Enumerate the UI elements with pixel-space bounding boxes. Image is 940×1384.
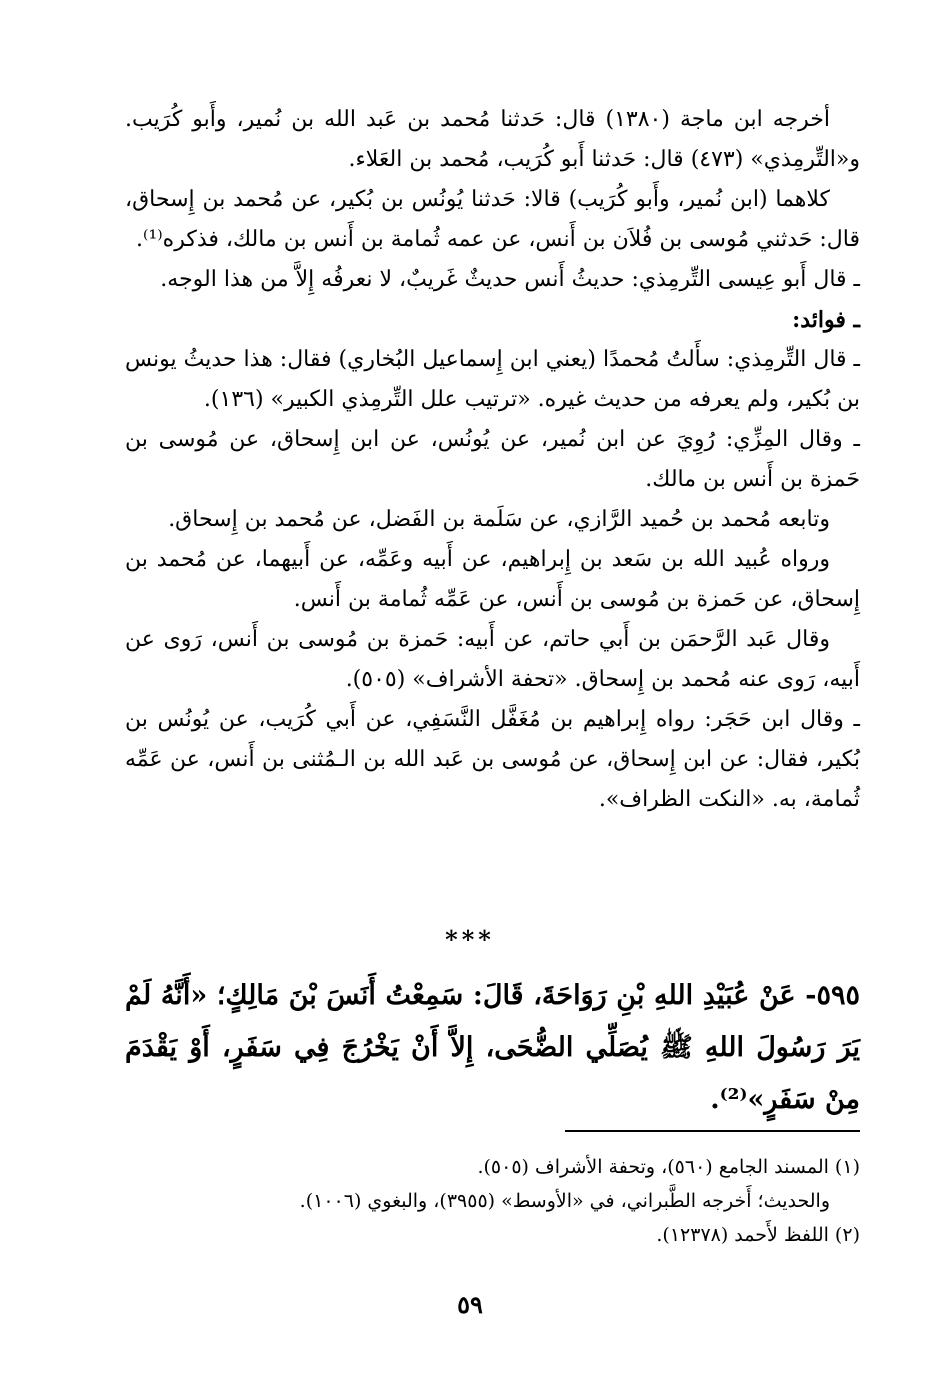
page-number: ٥٩ (457, 1290, 483, 1319)
footnote-1-continued: والحديث؛ أَخرجه الطَّبراني، في «الأوسط» (٣٩٥٥)، والبغوي (١٠٠٦). (299, 1190, 830, 1212)
hadith-text: ٥٩٥- عَنْ عُبَيْدِ اللهِ بْنِ رَوَاحَةَ، قَالَ: سَمِعْتُ أَنَسَ بْنَ مَالِكٍ؛ «أَنَّهُ لَمْ يَرَ رَسُولَ اللهِ ﷺ يُصَلِّي الضُّحَى، إِلاَّ أَنْ يَخْرُجَ فِي سَفَرٍ، أَوْ يَقْدَمَ مِنْ سَفَرٍ»⁽²⁾. (125, 980, 860, 1115)
section-heading-benefits: ـ فوائد: (792, 307, 860, 333)
section-separator: *** (445, 925, 495, 954)
paragraph-ibn-hajar: ـ وقال ابن حَجَر: رواه إِبراهيم بن مُغَفَّل النَّسَفِي، عن أَبي كُرَيب، عن يُونُس بن بُكير، فقال: عن ابن إِسحاق، عن مُوسى بن عَبد الله بن الـمُثنى بن أَنس، عن عَمِّه ثُمامة، به. «النكت الظراف». (125, 707, 860, 812)
hadith-595 (125, 970, 860, 1126)
paragraph-mutaba: وتابعه مُحمد بن حُميد الرَّازي، عن سَلَمة بن الفَضل، عن مُحمد بن إِسحاق. (168, 507, 830, 532)
paragraph-takhrij: أخرجه ابن ماجة (١٣٨٠) قال: حَدثنا مُحمد بن عَبد الله بن نُمير، وأَبو كُرَيب. و«التِّرمِذي» (٤٧٣) قال: حَدثنا أَبو كُرَيب، مُحمد بن العَلاء. (125, 107, 860, 172)
paragraph-tirmidhi-verdict: ـ قال أَبو عِيسى التِّرمِذي: حديثُ أَنس حديثٌ غَريبٌ، لا نعرفُه إِلاَّ من هذا الوجه. (160, 267, 860, 292)
footnote-2: (٢) اللفظ لأَحمد (١٢٣٧٨). (656, 1224, 860, 1246)
paragraph-chain: كلاهما (ابن نُمير، وأَبو كُرَيب) قالا: حَدثنا يُونُس بن بُكير، عن مُحمد بن إِسحاق، قال: حَدثني مُوسى بن فُلاَن بن أَنس، عن عمه ثُمامة بن أَنس بن مالك، فذكره⁽¹⁾. (125, 187, 860, 252)
paragraph-abi-hatim: وقال عَبد الرَّحمَن بن أَبي حاتم، عن أَبيه: حَمزة بن مُوسى بن أَنس، رَوى عن أَبيه، رَوى عنه مُحمد بن إِسحاق. «تحفة الأشراف» (٥٠٥). (125, 627, 860, 692)
paragraph-mizzi: ـ وقال المِزِّي: رُوِيَ عن ابن نُمير، عن يُونُس، عن ابن إِسحاق، عن مُوسى بن حَمزة بن أَنس بن مالك. (125, 427, 860, 492)
footnotes (125, 1150, 860, 1252)
footnote-divider (565, 1130, 860, 1132)
footnote-1: (١) المسند الجامع (٥٦٠)، وتحفة الأشراف (٥٠٥). (477, 1156, 860, 1178)
main-text (125, 100, 860, 820)
paragraph-bukhari-question: ـ قال التِّرمِذي: سأَلتُ مُحمدًا (يعني ابن إِسماعيل البُخاري) فقال: هذا حديثُ يونس بن بُكير، ولم يعرفه من حديث غيره. «ترتيب علل التِّرمِذي الكبير» (١٣٦). (125, 347, 860, 412)
paragraph-ubaydullah: ورواه عُبيد الله بن سَعد بن إِبراهيم، عن أَبيه وعَمِّه، عن أَبيهما، عن مُحمد بن إِسحاق، عن حَمزة بن مُوسى بن أَنس، عن عَمِّه ثُمامة بن أَنس. (125, 547, 860, 612)
